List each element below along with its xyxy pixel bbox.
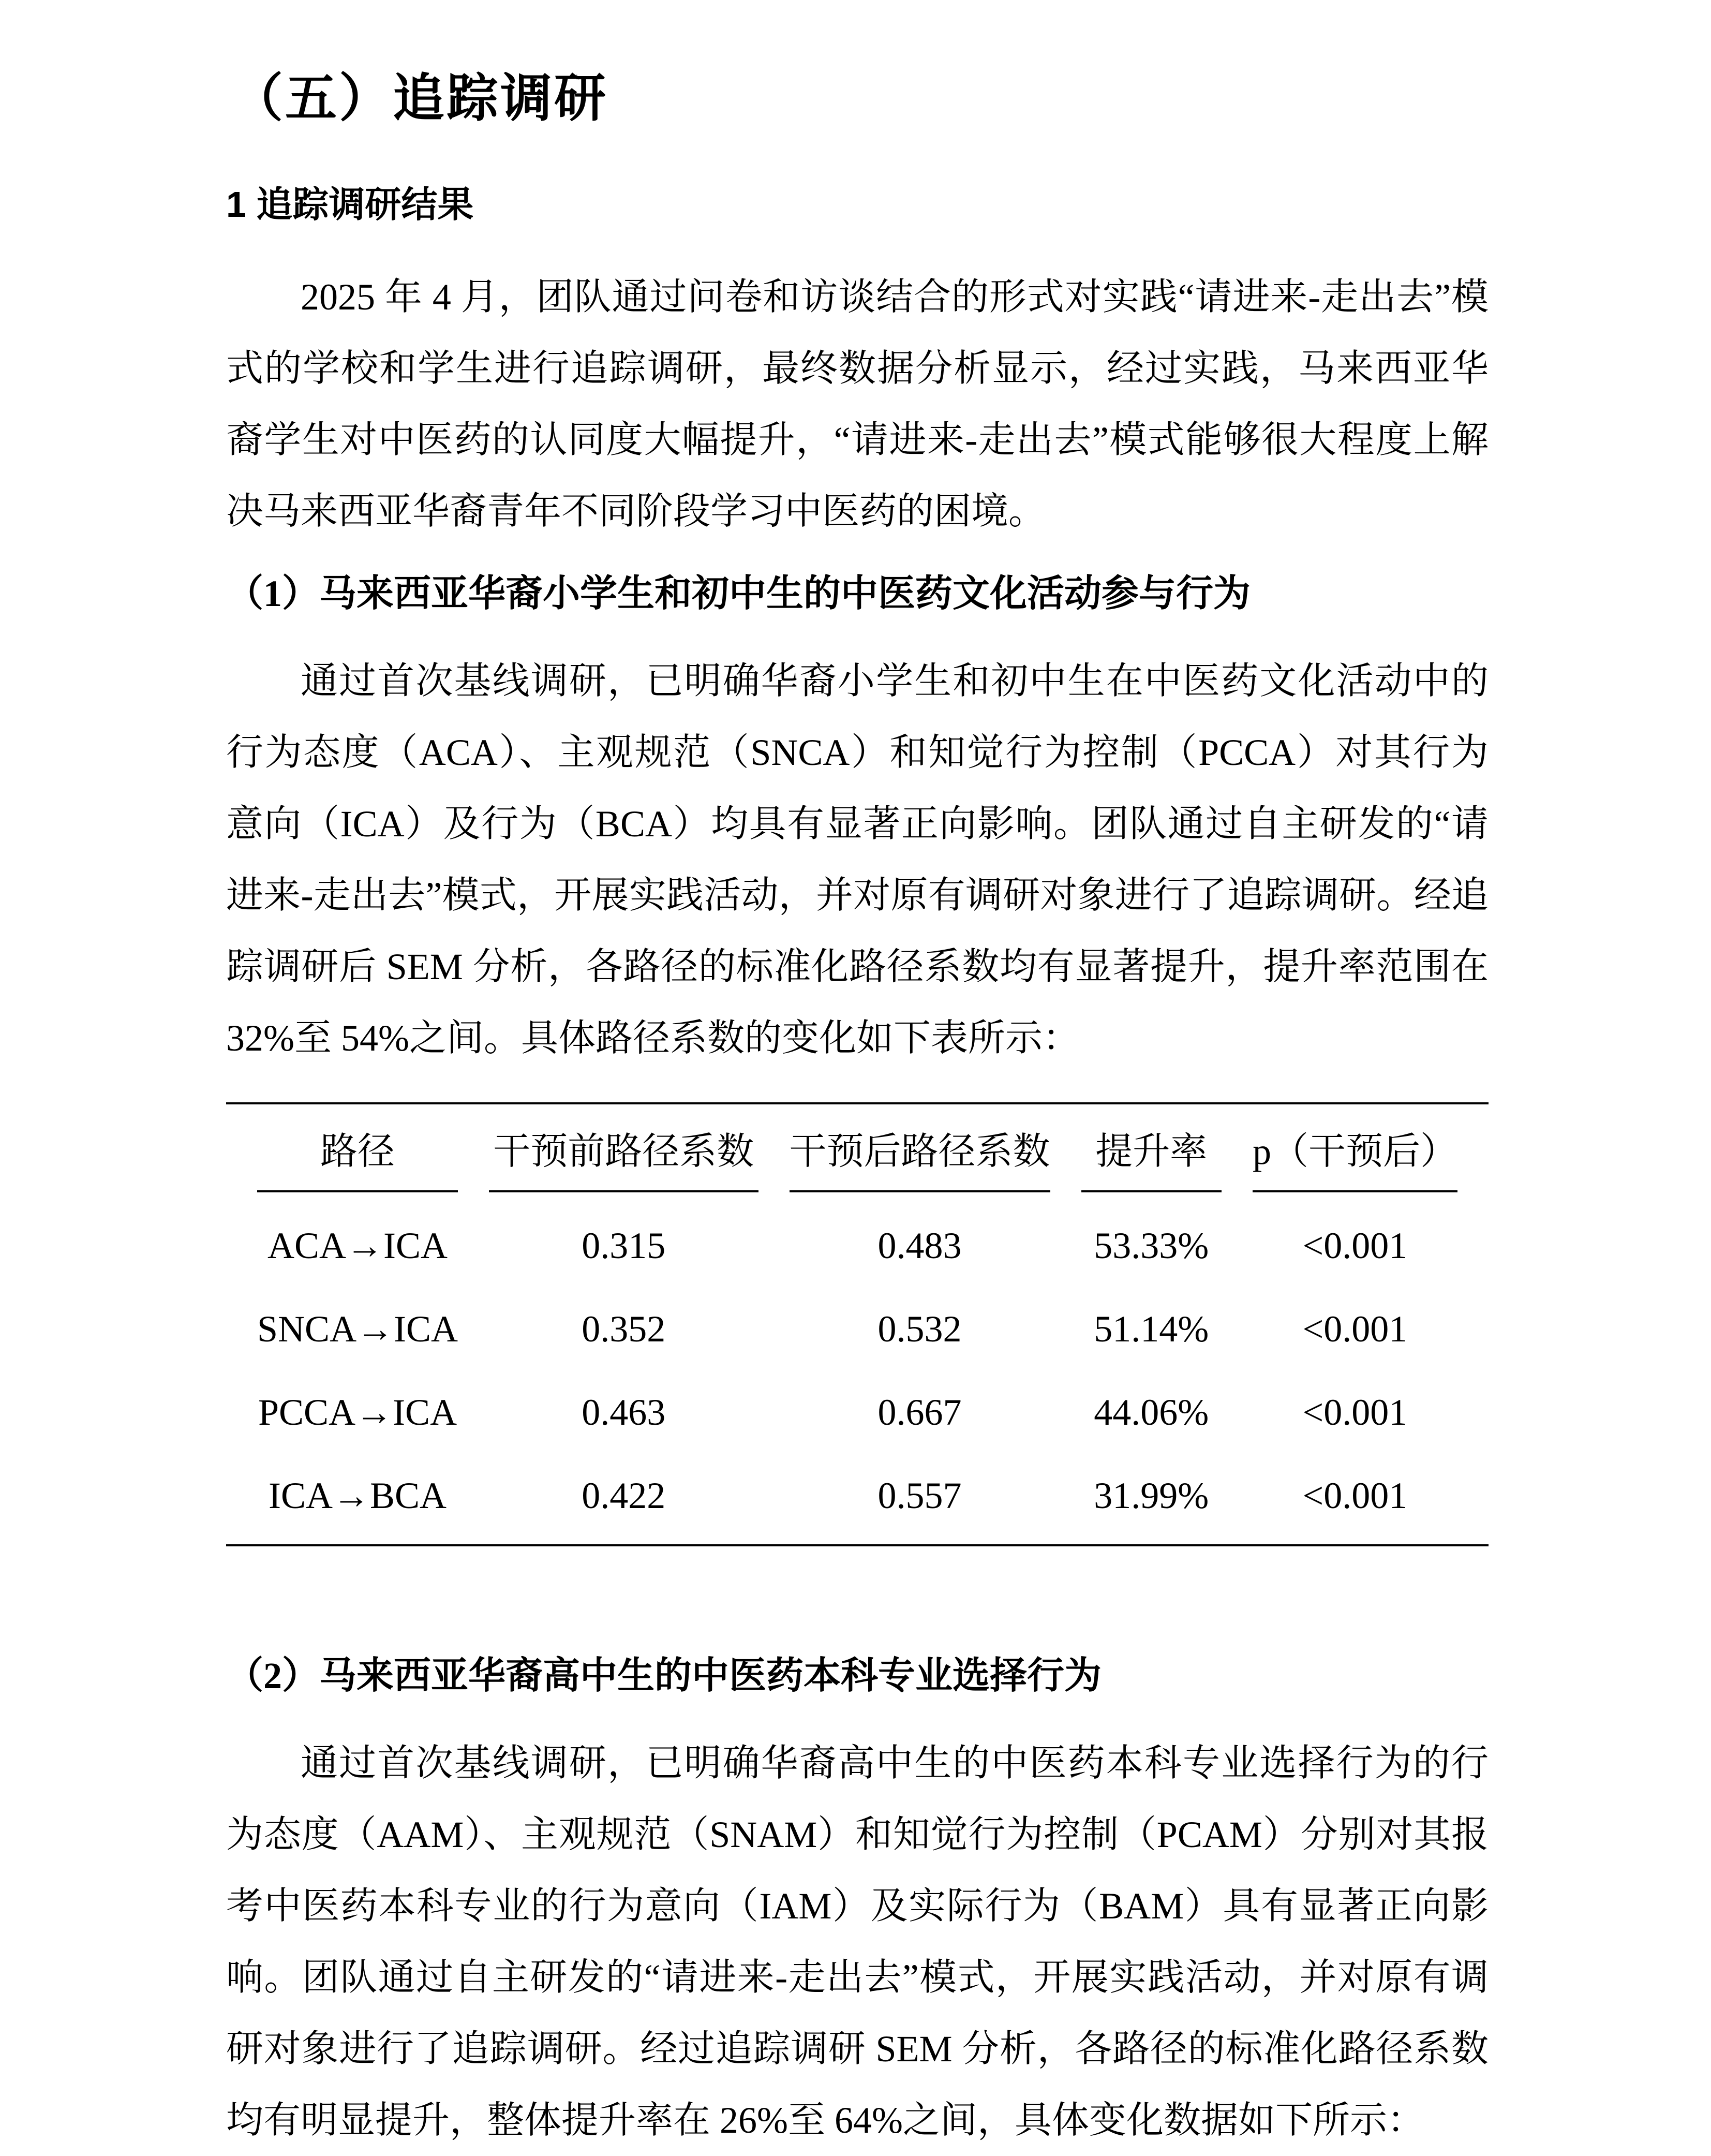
header-post-coefficient: 干预后路径系数 bbox=[790, 1104, 1050, 1192]
cell-p-value: <0.001 bbox=[1302, 1225, 1408, 1266]
cell-improvement-rate: 44.06% bbox=[1094, 1392, 1209, 1433]
cell-post-coefficient: 0.667 bbox=[877, 1392, 962, 1433]
table-row bbox=[257, 1454, 1457, 1544]
cell-pre-coefficient: 0.463 bbox=[582, 1392, 666, 1433]
path-coefficient-table bbox=[226, 1102, 1489, 1546]
table-header-row bbox=[257, 1104, 1457, 1192]
cell-path: SNCA→ICA bbox=[257, 1308, 458, 1350]
subsection-1-paragraph: 通过首次基线调研，已明确华裔小学生和初中生在中医药文化活动中的行为态度（ACA）、主观规范（SNCA）和知觉行为控制（PCCA）对其行为意向（ICA）及行为（BCA）均具有显著正向影响。团队通过自主研发的“请进来-走出去”模式，开展实践活动，并对原有调研对象进行了追踪调研。经追踪调研后 SEM 分析，各路径的标准化路径系数均有显著提升，提升率范围在 32%至 54%之间。具体路径系数的变化如下表所示： bbox=[226, 660, 1489, 1059]
cell-p-value: <0.001 bbox=[1302, 1475, 1408, 1516]
path-coefficient-table-grid bbox=[226, 1104, 1489, 1544]
cell-p-value: <0.001 bbox=[1302, 1392, 1408, 1433]
intro-paragraph: 2025 年 4 月，团队通过问卷和访谈结合的形式对实践“请进来-走出去”模式的学校和学生进行追踪调研，最终数据分析显示，经过实践，马来西亚华裔学生对中医药的认同度大幅提升，“请进来-走出去”模式能够很大程度上解决马来西亚华裔青年不同阶段学习中医药的困境。 bbox=[226, 276, 1489, 532]
cell-p-value: <0.001 bbox=[1302, 1308, 1408, 1350]
cell-post-coefficient: 0.532 bbox=[877, 1308, 962, 1350]
cell-post-coefficient: 0.557 bbox=[877, 1475, 962, 1516]
table-row bbox=[257, 1370, 1457, 1454]
cell-pre-coefficient: 0.352 bbox=[582, 1308, 666, 1350]
subsection-1-heading: （1）马来西亚华裔小学生和初中生的中医药文化活动参与行为 bbox=[226, 573, 1251, 614]
cell-pre-coefficient: 0.422 bbox=[582, 1475, 666, 1516]
cell-path: ICA→BCA bbox=[269, 1475, 447, 1516]
cell-improvement-rate: 31.99% bbox=[1094, 1475, 1209, 1516]
document-title: （五）追踪调研 bbox=[231, 69, 608, 127]
cell-path: PCCA→ICA bbox=[258, 1392, 457, 1433]
header-p-value: p（干预后） bbox=[1253, 1104, 1457, 1192]
table-row bbox=[257, 1287, 1457, 1370]
cell-path: ACA→ICA bbox=[267, 1225, 448, 1266]
cell-improvement-rate: 51.14% bbox=[1094, 1308, 1209, 1350]
cell-pre-coefficient: 0.315 bbox=[582, 1225, 666, 1266]
subsection-2-paragraph: 通过首次基线调研，已明确华裔高中生的中医药本科专业选择行为的行为态度（AAM）、主观规范（SNAM）和知觉行为控制（PCAM）分别对其报考中医药本科专业的行为意向（IAM）及实际行为（BAM）具有显著正向影响。团队通过自主研发的“请进来-走出去”模式，开展实践活动，并对原有调研对象进行了追踪调研。经过追踪调研 SEM 分析，各路径的标准化路径系数均有明显提升，整体提升率在 26%至 64%之间，具体变化数据如下所示： bbox=[226, 1742, 1489, 2141]
subsection-2-heading: （2）马来西亚华裔高中生的中医药本科专业选择行为 bbox=[226, 1655, 1102, 1696]
header-path: 路径 bbox=[257, 1104, 458, 1192]
header-improvement-rate: 提升率 bbox=[1081, 1104, 1222, 1192]
cell-post-coefficient: 0.483 bbox=[877, 1225, 962, 1266]
section-heading: 1 追踪调研结果 bbox=[226, 184, 474, 225]
cell-improvement-rate: 53.33% bbox=[1094, 1225, 1209, 1266]
table-row bbox=[257, 1192, 1457, 1287]
header-pre-coefficient: 干预前路径系数 bbox=[489, 1104, 758, 1192]
